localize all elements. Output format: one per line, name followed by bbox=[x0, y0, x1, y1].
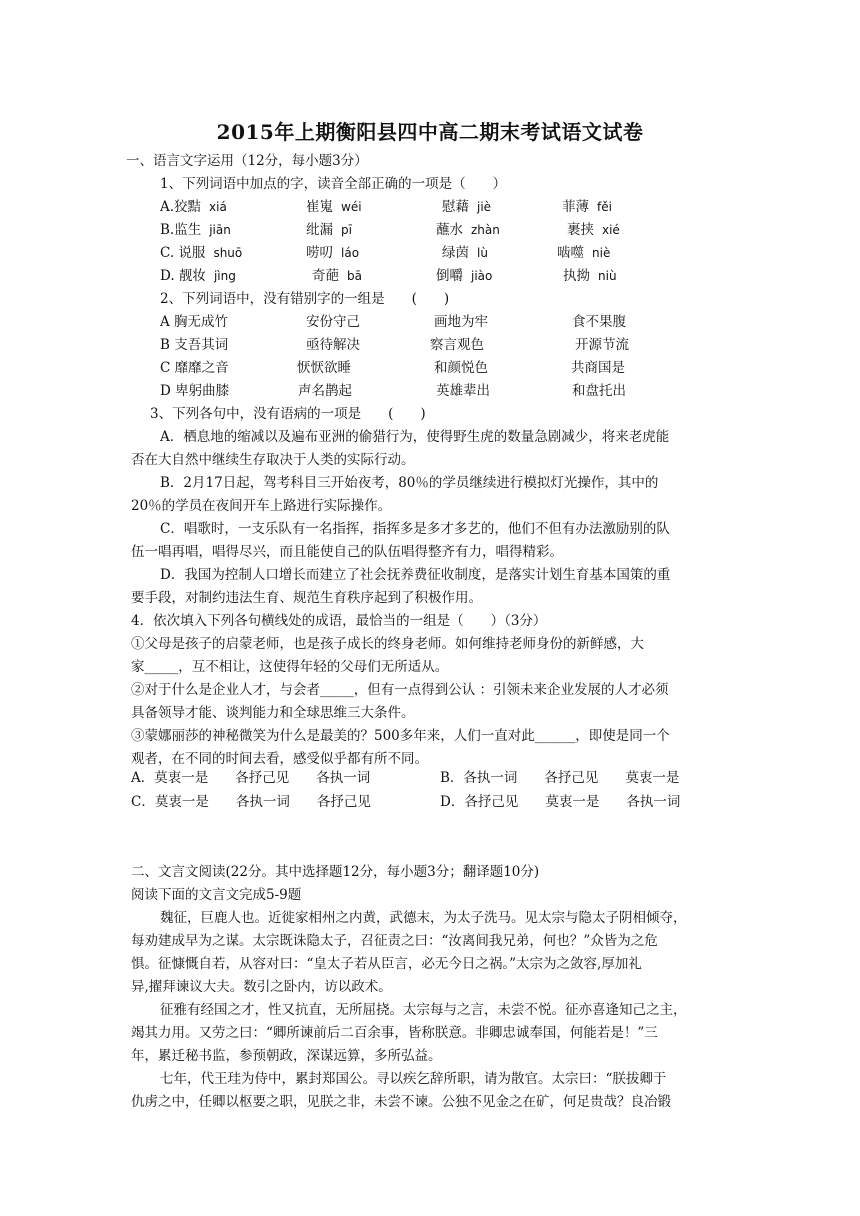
passage-p1-line3: 惧。征慷慨自若，从容对曰：“皇太子若从臣言，必无今日之祸。”太宗为之敛容,厚加礼 bbox=[131, 956, 642, 972]
passage-p1-line2: 每劝建成早为之谋。太宗既诛隐太子，召征责之曰：“汝离间我兄弟，何也？”众皆为之危 bbox=[131, 933, 658, 949]
passage-p3-line2: 仇虏之中，任卿以枢要之职，见朕之非，未尝不谏。公独不见金之在矿，何足贵哉？良冶锻 bbox=[131, 1094, 671, 1110]
q3-stem: 3、下列各句中，没有语病的一项是 ( ) bbox=[150, 406, 426, 422]
q1-c-word2: 唠叨 láo bbox=[306, 245, 360, 261]
section1-heading: 一、语言文字运用（12分，每小题3分） bbox=[126, 153, 368, 169]
q1-b-word4: 裹挟 xié bbox=[567, 222, 620, 238]
q2-b-1: B 支吾其词 bbox=[160, 337, 229, 353]
q2-a-4: 食不果腹 bbox=[572, 314, 626, 330]
q2-d-3: 英雄辈出 bbox=[436, 383, 490, 399]
q2-a-3: 画地为牢 bbox=[434, 314, 488, 330]
q2-a-2: 安份守己 bbox=[306, 314, 360, 330]
q1-a-word2: 崔嵬 wéi bbox=[306, 199, 362, 215]
q4-option-a: A．莫衷一是 各抒己见 各执一词 bbox=[131, 770, 371, 786]
q1-c-word1: C. 说服 shuō bbox=[160, 245, 243, 261]
passage-p1-line1: 魏征，巨鹿人也。近徙家相州之内黄，武德末，为太子洗马。见太宗与隐太子阴相倾夺， bbox=[160, 910, 687, 926]
q3-d-line1: D．我国为控制人口增长而建立了社会抚养费征收制度，是落实计划生育基本国策的重 bbox=[160, 567, 671, 583]
passage-p2-line1: 征雅有经国之才，性又抗直，无所屈挠。太宗每与之言，未尝不悦。征亦喜逢知己之主， bbox=[160, 1002, 687, 1018]
q2-c-4: 共商国是 bbox=[571, 360, 625, 376]
q1-a-word4: 菲薄 fěi bbox=[562, 199, 612, 215]
q2-c-2: 恹恹欲睡 bbox=[297, 360, 351, 376]
q4-stem: 4．依次填入下列各句横线处的成语，最恰当的一组是（ ）（3分） bbox=[131, 613, 547, 629]
page-title: 2015年上期衡阳县四中高二期末考试语文试卷 bbox=[216, 120, 644, 144]
q1-d-word1: D. 靓妆 jìng bbox=[160, 268, 236, 284]
q3-c-line1: C．唱歌时，一支乐队有一名指挥，指挥多是多才多艺的，他们不但有办法激励别的队 bbox=[160, 521, 670, 537]
q4-s3-line2: 观者，在不同的时间去看，感受似乎都有所不同。 bbox=[131, 751, 428, 767]
q3-d-line2: 要手段，对制约违法生育、规范生育秩序起到了积极作用。 bbox=[131, 590, 482, 606]
q1-d-word4: 执拗 niù bbox=[563, 268, 617, 284]
q4-s1-line1: ①父母是孩子的启蒙老师，也是孩子成长的终身老师。如何维持老师身份的新鲜感，大 bbox=[131, 636, 644, 652]
q4-option-b: B．各执一词 各抒己见 莫衷一是 bbox=[440, 770, 680, 786]
passage-p2-line3: 年，累迁秘书监，参预朝政，深谋远算，多所弘益。 bbox=[131, 1048, 442, 1064]
section2-intro: 阅读下面的文言文完成5-9题 bbox=[131, 887, 302, 903]
q4-option-d: D．各抒己见 莫衷一是 各执一词 bbox=[440, 794, 681, 810]
q2-stem: 2、下列词语中，没有错别字的一组是 ( ) bbox=[160, 291, 450, 307]
q3-c-line2: 伍一唱再唱，唱得尽兴，而且能使自己的队伍唱得整齐有力，唱得精彩。 bbox=[131, 544, 563, 560]
q4-s2-line2: 具备领导才能、谈判能力和全球思维三大条件。 bbox=[131, 705, 415, 721]
q3-b-line2: 20％的学员在夜间开车上路进行实际操作。 bbox=[131, 498, 392, 514]
passage-p3-line1: 七年，代王珪为侍中，累封郑国公。寻以疾乞辞所职，请为散官。太宗曰：“朕拔卿于 bbox=[160, 1071, 667, 1087]
q2-c-3: 和颜悦色 bbox=[434, 360, 488, 376]
q2-d-2: 声名鹊起 bbox=[298, 383, 352, 399]
q1-b-word3: 蘸水 zhàn bbox=[436, 222, 500, 238]
q3-b-line1: B．2月17日起，驾考科目三开始夜考，80％的学员继续进行模拟灯光操作，其中的 bbox=[160, 475, 659, 491]
q4-s2-line1: ②对于什么是企业人才，与会者_____，但有一点得到公认 ：引领未来企业发展的人才必须 bbox=[131, 682, 669, 698]
q1-stem: 1、下列词语中加点的字，读音全部正确的一项是（ ） bbox=[160, 176, 507, 192]
passage-p2-line2: 竭其力用。又劳之曰：“卿所谏前后二百余事，皆称朕意。非卿忠诚奉国，何能若是！”三 bbox=[131, 1025, 658, 1041]
passage-p1-line4: 异,擢拜谏议大夫。数引之卧内，访以政术。 bbox=[131, 979, 392, 995]
q2-d-1: D 卑躬曲膝 bbox=[160, 383, 230, 399]
q1-c-word4: 啮噬 niè bbox=[557, 245, 611, 261]
q2-a-1: A 胸无成竹 bbox=[160, 314, 229, 330]
q4-option-c: C．莫衷一是 各执一词 各抒己见 bbox=[131, 794, 371, 810]
q1-b-word2: 纰漏 pī bbox=[306, 222, 352, 238]
q2-b-4: 开源节流 bbox=[575, 337, 629, 353]
q2-c-1: C 靡靡之音 bbox=[160, 360, 229, 376]
q1-a-word3: 慰藉 jiè bbox=[442, 199, 492, 215]
q1-b-word1: B.监生 jiān bbox=[160, 222, 231, 238]
q4-s3-line1: ③蒙娜丽莎的神秘微笑为什么是最美的？500多年来，人们一直对此______，即使是同一个 bbox=[131, 728, 670, 744]
q4-s1-line2: 家_____，互不相让，这使得年轻的父母们无所适从。 bbox=[131, 659, 449, 675]
section2-heading: 二、文言文阅读(22分。其中选择题12分，每小题3分；翻译题10分) bbox=[131, 864, 540, 880]
q3-a-line2: 否在大自然中继续生存取决于人类的实际行动。 bbox=[131, 452, 415, 468]
q2-d-4: 和盘托出 bbox=[572, 383, 626, 399]
q2-b-2: 亟待解决 bbox=[306, 337, 360, 353]
q1-d-word2: 奇葩 bā bbox=[312, 268, 362, 284]
q1-d-word3: 倒嚼 jiào bbox=[436, 268, 493, 284]
q1-a-word1: A.狡黠 xiá bbox=[160, 199, 227, 215]
q2-b-3: 察言观色 bbox=[430, 337, 484, 353]
q1-c-word3: 绿茵 lù bbox=[442, 245, 488, 261]
q3-a-line1: A．栖息地的缩减以及遍布亚洲的偷猎行为，使得野生虎的数量急剧减少，将来老虎能 bbox=[160, 429, 670, 445]
